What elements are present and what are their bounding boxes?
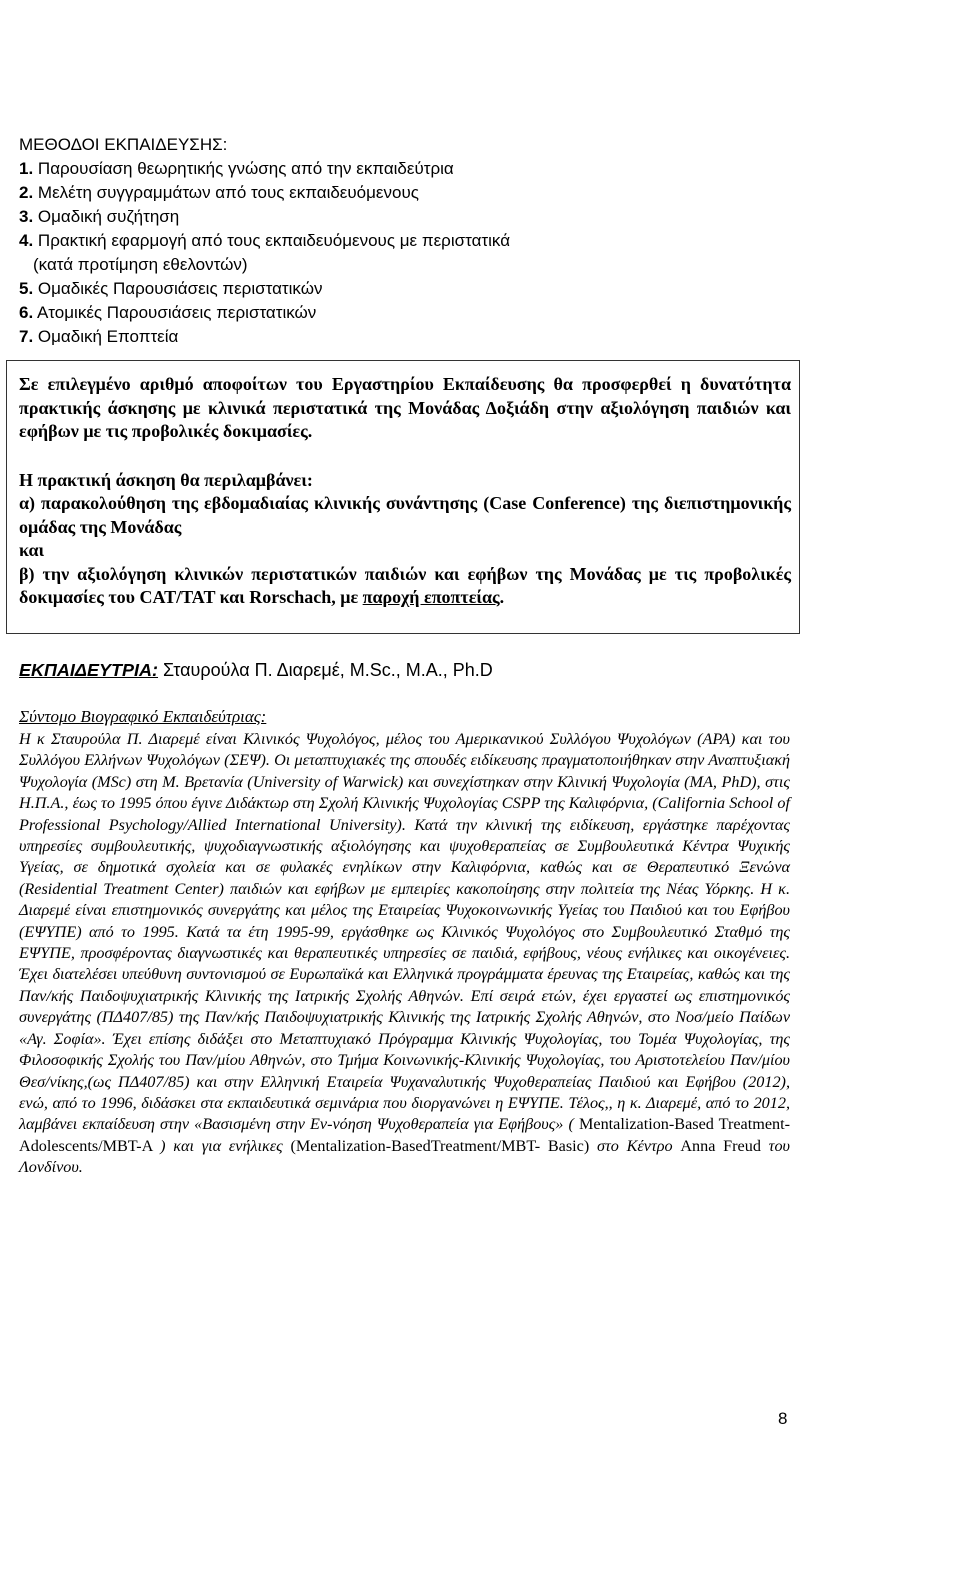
method-item bbox=[19, 205, 779, 229]
practice-info-content bbox=[19, 373, 791, 610]
practice-item-b bbox=[19, 563, 791, 610]
method-number: 1. bbox=[19, 159, 34, 178]
method-number: 6. bbox=[19, 303, 34, 322]
method-text: Μελέτη συγγραμμάτων από τους εκπαιδευόμενους bbox=[33, 183, 419, 202]
method-number: 2. bbox=[19, 183, 34, 202]
method-item bbox=[19, 301, 779, 325]
bio-text: ) και για ενήλικες bbox=[160, 1136, 291, 1155]
methods-title: ΜΕΘΟΔΟΙ ΕΚΠΑΙΔΕΥΣΗΣ: bbox=[19, 135, 228, 154]
method-text: Παρουσίαση θεωρητικής γνώσης από την εκπαιδεύτρια bbox=[33, 159, 454, 178]
bio-text: του Λονδίνου. bbox=[19, 1136, 790, 1177]
method-item bbox=[19, 157, 779, 181]
bio-heading: Σύντομο Βιογραφικό Εκπαιδεύτριας: bbox=[19, 707, 267, 726]
practice-info-box bbox=[6, 360, 800, 634]
method-number: 4. bbox=[19, 231, 34, 250]
practice-item-b-text: β) την αξιολόγηση κλινικών περιστατικών παιδιών και εφήβων της Μονάδας με τις προβολικές δοκιμασίες του CAT/TAT και Rorschach, με bbox=[19, 563, 791, 607]
method-item bbox=[19, 229, 779, 253]
practice-and: και bbox=[19, 540, 45, 560]
practice-item-b-end: . bbox=[499, 587, 505, 607]
method-text: Ατομικές Παρουσιάσεις περιστατικών bbox=[33, 303, 317, 322]
method-text: Ομαδική συζήτηση bbox=[33, 207, 180, 226]
bio-text-roman: (Mentalization-BasedTreatment/MBT- Basic) bbox=[290, 1136, 597, 1155]
instructor-line bbox=[19, 658, 493, 682]
bio-paragraph bbox=[19, 729, 790, 1179]
teaching-methods bbox=[19, 133, 779, 349]
method-text: (κατά προτίμηση εθελοντών) bbox=[33, 255, 248, 274]
method-number: 5. bbox=[19, 279, 34, 298]
bio-text: στο Κέντρο bbox=[596, 1136, 681, 1155]
method-item bbox=[19, 325, 779, 349]
spacer bbox=[19, 444, 791, 469]
method-text: Πρακτική εφαρμογή από τους εκπαιδευόμενους με περιστατικά bbox=[33, 231, 511, 250]
practice-item-a: α) παρακολούθηση της εβδομαδιαίας κλινικής συνάντησης (Case Conference) της διεπιστημονικής ομάδας της Μονάδας bbox=[19, 493, 791, 537]
supervision-underlined-text: παροχή εποπτείας bbox=[362, 587, 500, 607]
method-text: Ομαδικές Παρουσιάσεις περιστατικών bbox=[33, 279, 323, 298]
method-item bbox=[19, 277, 779, 301]
method-text: Ομαδική Εποπτεία bbox=[33, 327, 179, 346]
practice-intro: Σε επιλεγμένο αριθμό αποφοίτων του Εργαστηρίου Εκπαίδευσης θα προσφερθεί η δυνατότητα πρακτικής άσκησης με κλινικά περιστατικά της Μονάδας Δοξιάδη στην αξιολόγηση παιδιών και εφήβων με τις προβολικές δοκιμασίες. bbox=[19, 374, 791, 441]
bio-text-roman: Mentalization-Based Treatment-Adolescents/MBT-A bbox=[19, 1115, 790, 1155]
instructor-label: ΕΚΠΑΙΔΕΥΤΡΙΑ: bbox=[19, 660, 159, 680]
method-number: 7. bbox=[19, 327, 34, 346]
bio-text-roman: Anna Freud bbox=[680, 1136, 769, 1155]
bio-text: Η κ Σταυρούλα Π. Διαρεμέ είναι Κλινικός Ψυχολόγος, μέλος του Αμερικανικού Συλλόγου Ψυχολόγων (ΑPA) και του Συλλόγου Ελλήνων Ψυχολόγων (ΣΕΨ). Οι μεταπτυχιακές της σπουδές ειδίκευσης πραγματοποιήθηκαν στην Αναπτυξιακή Ψυχολογία (MSc) στη Μ. Βρετανία (University of Warwick) και συνεχίστηκαν στην Κλινική Ψυχολογία (MA, PhD), στις Η.Π.Α., έως το 1995 όπου έγινε Διδάκτωρ στη Σχολή Κλινικής Ψυχολογίας CSPP της Καλιφόρνια, (California School of Professional Psychology/Allied International University). Κατά την κλινική της ειδίκευση, εργάστηκε παρέχοντας υπηρεσίες συμβουλευτικής, ψυχοδιαγνωστικής αξιολόγησης και ψυχοθεραπείας σε Συμβουλευτικά Κέντρα Ψυχικής Υγείας, σε δημοτικά σχολεία και σε φυλακές ενηλίκων στην Καλιφόρνια, καθώς και σε Θεραπευτικό Ξενώνα (Residential Treatment Center) παιδιών και εφήβων με εμπειρίες κακοποίησης στην πολιτεία της Νέας Υόρκης. Η κ. Διαρεμέ είναι επιστημονικός συνεργάτης και μέλος της Εταιρείας Ψυχοκοινωνικής Υγείας του Παιδιού και του Εφήβου (ΕΨΥΠΕ) από το 1995. Κατά τα έτη 1995-99, εργάσθηκε ως Κλινικός Ψυχολόγος στο Συμβουλευτικό Σταθμό της ΕΨΥΠΕ, προσφέροντας διαγνωστικές και θεραπευτικές υπηρεσίες σε παιδιά, εφήβους, νέους ενήλικες και οικογένειες. Έχει διατελέσει υπεύθυνη συντονισμού σε Ευρωπαϊκά και Ελληνικά προγράμματα έρευνας της Εταιρείας, καθώς και της Παν/κής Παιδοψυχιατρικής Κλινικής της Ιατρικής Σχολής Αθηνών. Επί σειρά ετών, έχει εργαστεί ως επιστημονικός συνεργάτης (ΠΔ407/85) της Παν/κής Παιδοψυχιατρικής Κλινικής της Ιατρικής Σχολής Αθηνών, στο Νοσ/μείο Παίδων «Αγ. Σοφία». Έχει επίσης διδάξει στο Μεταπτυχιακό Πρόγραμμα Κλινικής Ψυχολογίας, του Τομέα Ψυχολογίας, της Φιλοσοφικής Σχολής του Παν/μίου Αθηνών, στο Τμήμα Κοινωνικής-Κλινικής Ψυχολογίας, του Αριστοτελείου Παν/μίου Θεσ/νίκης,(ως ΠΔ407/85) και στην Ελληνική Εταιρεία Ψυχαναλυτικής Ψυχοθεραπείας Παιδιού και Εφήβου (2012), ενώ, από το 1996, διδάσκει στα εκπαιδευτικά σεμινάρια που διοργανώνει η ΕΨΥΠΕ. Τέλος,, η κ. Διαρεμέ, από το 2012, λαμβάνει εκπαίδευση στην «Βασισμένη στην Εν-νόηση Ψυχοθεραπεία για Εφήβους» ( bbox=[19, 730, 790, 1134]
instructor-name: Σταυρούλα Π. Διαρεμέ, M.Sc., M.A., Ph.D bbox=[158, 660, 493, 680]
method-item-continuation bbox=[19, 253, 779, 277]
method-item bbox=[19, 181, 779, 205]
practice-title: Η πρακτική άσκηση θα περιλαμβάνει: bbox=[19, 469, 313, 490]
method-number: 3. bbox=[19, 207, 34, 226]
page-number: 8 bbox=[778, 1409, 788, 1428]
